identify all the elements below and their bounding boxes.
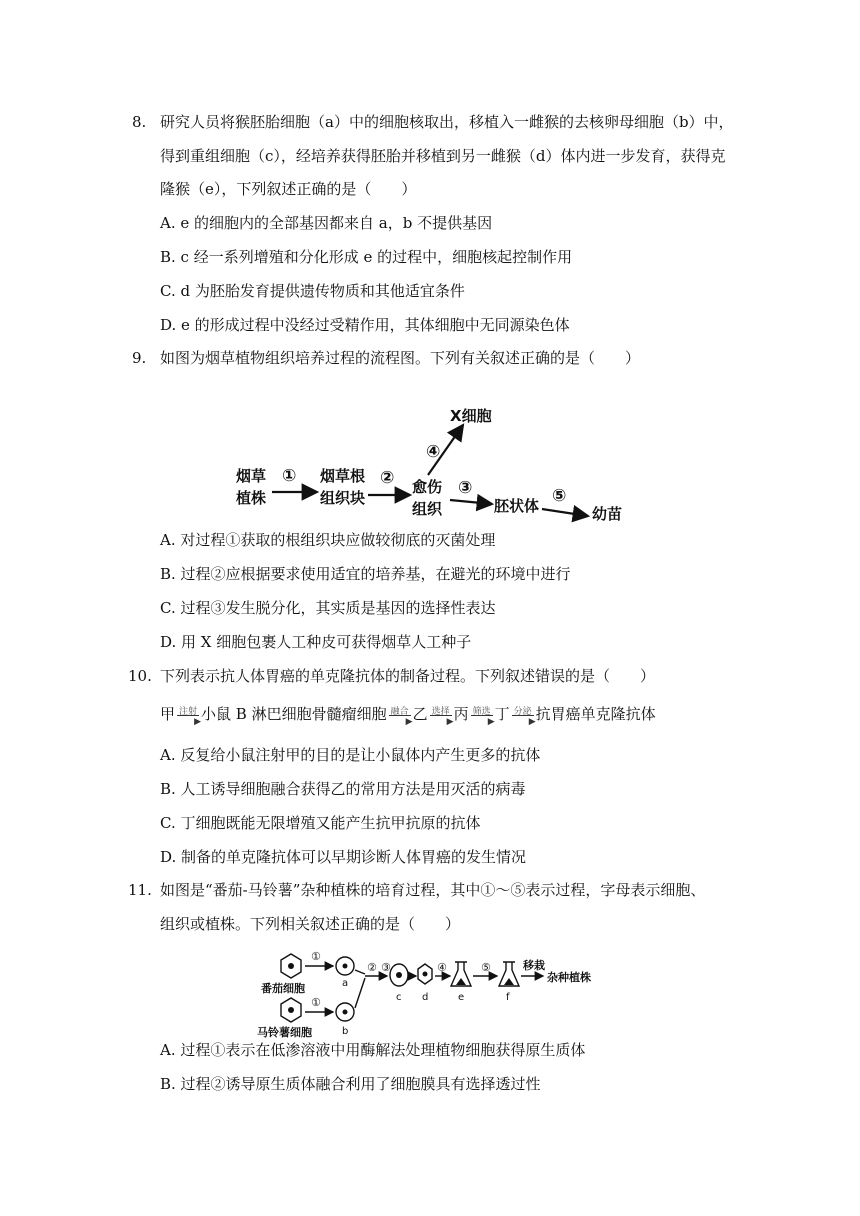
step-4: ④ xyxy=(437,961,447,974)
question-8-stem-line-3: 隆猴（e），下列叙述正确的是（ ） xyxy=(160,180,417,198)
arrowhead-icon: ▶ xyxy=(446,717,454,727)
question-11-option-b: B. 过程②诱导原生质体融合利用了细胞膜具有选择透过性 xyxy=(160,1075,541,1093)
tissue-culture-flow-diagram xyxy=(220,395,640,530)
flow-item-cells: 小鼠 B 淋巴细胞骨髓瘤细胞 xyxy=(201,705,387,723)
flow-item-ding: 丁 xyxy=(494,705,510,723)
node-callus-line1: 愈伤 xyxy=(412,478,443,496)
flow-arrow-label: 筛选 xyxy=(472,707,491,717)
flow-item-antibody: 抗胃癌单克隆抗体 xyxy=(535,705,656,723)
label-tomato-cell: 番茄细胞 xyxy=(261,982,305,995)
arrowhead-icon: ▶ xyxy=(487,717,495,727)
question-10-option-b: B. 人工诱导细胞融合获得乙的常用方法是用灭活的病毒 xyxy=(160,780,526,798)
question-8-option-d: D. e 的形成过程中没经过受精作用，其体细胞中无同源染色体 xyxy=(160,316,570,334)
flow-arrow-inject xyxy=(175,703,201,725)
arrow-step-3 xyxy=(450,500,492,504)
letter-c: c xyxy=(396,992,402,1003)
arrowhead-icon: ▶ xyxy=(528,717,536,727)
question-11-stem-line-1: 如图是“番茄-马铃薯”杂种植株的培育过程，其中①～⑤表示过程，字母表示细胞、 xyxy=(160,881,706,899)
label-transfer: 移栽 xyxy=(523,959,545,972)
question-10-option-c: C. 丁细胞既能无限增殖又能产生抗甲抗原的抗体 xyxy=(160,814,481,832)
label-hybrid-plant: 杂种植株 xyxy=(547,971,591,984)
flow-arrow-label: 选择 xyxy=(431,707,450,717)
question-11-stem-line-2: 组织或植株。下列相关叙述正确的是（ ） xyxy=(160,915,461,933)
label-step-5: ⑤ xyxy=(552,486,567,506)
step-1-top: ① xyxy=(311,950,321,963)
label-step-2: ② xyxy=(380,468,395,488)
letter-f: f xyxy=(506,992,510,1003)
node-callus-line2: 组织 xyxy=(412,500,443,518)
node-tobacco-line1: 烟草 xyxy=(236,467,267,485)
letter-d: d xyxy=(422,992,429,1003)
flow-arrow-label: 注射 xyxy=(179,707,198,717)
arrowhead-icon: ▶ xyxy=(194,717,202,727)
letter-a: a xyxy=(342,978,349,989)
question-10-number: 10. xyxy=(128,667,152,685)
flow-arrow-label: 融合 xyxy=(390,707,409,717)
question-9-option-d: D. 用 X 细胞包裹人工种皮可获得烟草人工种子 xyxy=(160,633,472,651)
question-8-stem-line-2: 得到重组细胞（c），经培养获得胚胎并移植到另一雌猴（d）体内进一步发育，获得克 xyxy=(160,147,726,165)
label-step-3: ③ xyxy=(458,478,473,498)
question-9-stem: 如图为烟草植物组织培养过程的流程图。下列有关叙述正确的是（ ） xyxy=(160,349,641,367)
node-root-line1: 烟草根 xyxy=(320,467,366,485)
question-8-option-b: B. c 经一系列增殖和分化形成 e 的过程中，细胞核起控制作用 xyxy=(160,248,573,266)
flow-arrow-secrete xyxy=(510,703,536,725)
question-8-stem-line-1: 研究人员将猴胚胎细胞（a）中的细胞核取出，移植入一雌猴的去核卵母细胞（b）中， xyxy=(160,113,734,131)
question-9-option-a: A. 对过程①获取的根组织块应做较彻底的灭菌处理 xyxy=(160,531,496,549)
question-9-option-b: B. 过程②应根据要求使用适宜的培养基，在避光的环境中进行 xyxy=(160,565,571,583)
flow-item-bing: 丙 xyxy=(453,705,469,723)
question-10-option-a: A. 反复给小鼠注射甲的目的是让小鼠体内产生更多的抗体 xyxy=(160,746,541,764)
arrow-step-5 xyxy=(542,509,588,516)
question-8-number: 8. xyxy=(132,113,147,131)
flow-arrow-fuse xyxy=(387,703,413,725)
flow-arrow-label: 分泌 xyxy=(513,707,532,717)
label-step-1: ① xyxy=(282,466,297,486)
letter-b: b xyxy=(342,1026,349,1037)
flow-item-jia: 甲 xyxy=(160,705,176,723)
step-3: ③ xyxy=(381,961,391,974)
node-root-line2: 组织块 xyxy=(320,489,366,507)
flow-item-yi: 乙 xyxy=(412,705,428,723)
question-9-option-c: C. 过程③发生脱分化，其实质是基因的选择性表达 xyxy=(160,599,496,617)
question-10-option-d: D. 制备的单克隆抗体可以早期诊断人体胃癌的发生情况 xyxy=(160,848,527,866)
arrowhead-icon: ▶ xyxy=(405,717,413,727)
step-1-bottom: ① xyxy=(311,996,321,1009)
node-seedling: 幼苗 xyxy=(592,505,623,523)
antibody-preparation-flow xyxy=(160,703,656,725)
node-embryoid: 胚状体 xyxy=(494,497,540,515)
question-8-option-a: A. e 的细胞内的全部基因都来自 a，b 不提供基因 xyxy=(160,214,493,232)
letter-e: e xyxy=(458,992,465,1003)
question-10-stem: 下列表示抗人体胃癌的单克隆抗体的制备过程。下列叙述错误的是（ ） xyxy=(160,667,656,685)
flow-arrow-screen xyxy=(469,703,495,725)
somatic-hybrid-diagram xyxy=(255,938,595,1038)
node-tobacco-line2: 植株 xyxy=(236,489,267,507)
question-11-number: 11. xyxy=(128,881,152,899)
step-5: ⑤ xyxy=(481,961,491,974)
question-8-option-c: C. d 为胚胎发育提供遗传物质和其他适宜条件 xyxy=(160,282,465,300)
question-11-option-a: A. 过程①表示在低渗溶液中用酶解法处理植物细胞获得原生质体 xyxy=(160,1041,586,1059)
flow-arrow-select xyxy=(428,703,454,725)
step-2: ② xyxy=(367,961,377,974)
label-step-4: ④ xyxy=(426,442,441,462)
label-potato-cell: 马铃薯细胞 xyxy=(257,1026,312,1038)
node-x-cell: X细胞 xyxy=(450,407,492,425)
question-9-number: 9. xyxy=(132,349,147,367)
